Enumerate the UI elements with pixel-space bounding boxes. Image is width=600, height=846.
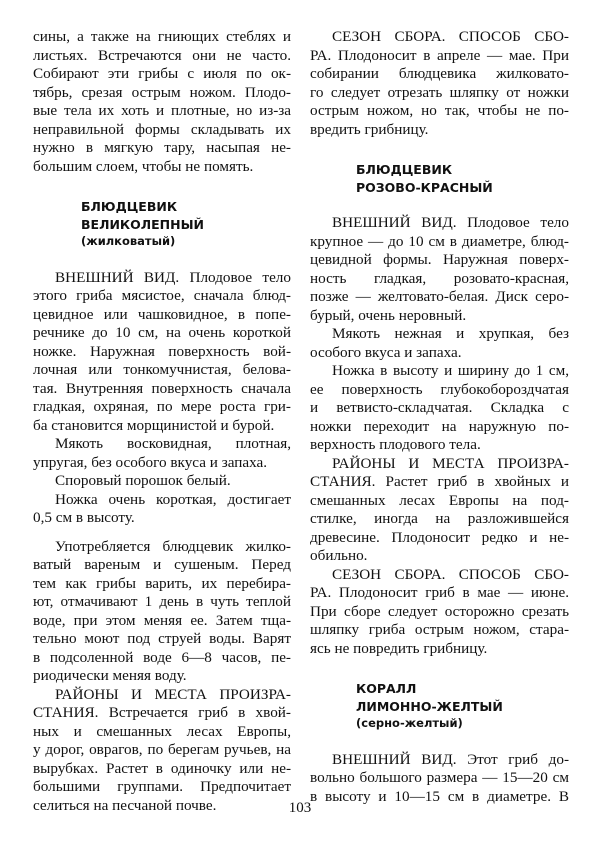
text-line: обильно. [310,547,368,564]
text-line: смешанных лесах Европы на под- [310,491,569,509]
text-line: ность гладкая, розовато-красная, [310,269,569,287]
text-line: ВНЕШНИЙ ВИД. Плодовое тело [332,214,569,231]
text-line: вырубках. Растет в одиночку или не- [33,759,291,777]
text-line: Употребляется блюдцевик жилко- [55,537,291,555]
text-line: и ветвисто-складчатая. Складка с [310,399,569,416]
flesh-paragraph [33,435,291,472]
section-heading-korall-limonno-zhelty [310,680,569,733]
text-line: вредить грибницу. [310,120,429,138]
text-line: ных и смешанных лесах Европы, [33,722,291,740]
text-line: РАЙОНЫ И МЕСТА ПРОИЗРА- [332,454,569,472]
text-line: этого гриба мясистое, сначала блюд- [33,287,291,304]
text-line: нужно в мягкую тару, насыпая не- [33,139,291,156]
text-line: древесине. Плодоносит редко и не- [310,528,569,546]
heading-line: БЛЮДЦЕВИК [356,162,453,177]
text-line: в подсоленной воде 6—8 часов, пе- [33,648,291,666]
heading-line: РОЗОВО-КРАСНЫЙ [356,179,493,195]
heading-subtitle: (серно-желтый) [356,716,463,730]
text-line: ют, отмачивают 1 день в чуть теплой [33,593,291,610]
text-line: крупное — до 10 см в диаметре, блюд- [310,232,569,250]
text-line: ВНЕШНИЙ ВИД. Этот гриб до- [332,750,569,768]
text-line: тем как грибы варить, их перебира- [33,574,291,592]
text-line: верхность плодового тела. [310,436,481,453]
text-line: Споровый порошок белый. [55,472,231,489]
regions-paragraph [310,455,569,566]
regions-paragraph [33,686,291,816]
text-line: листьях. Встречаются они не часто. [33,46,291,64]
heading-line: ЛИМОННО-ЖЕЛТЫЙ [356,698,503,714]
text-line: СТАНИЯ. Встречается гриб в хвой- [33,704,291,721]
text-line: ножке. Наружная поверхность вой- [33,342,291,360]
stem-paragraph [310,362,569,455]
intro-paragraph [33,28,291,176]
text-line: собирании блюдцевика жилковато- [310,65,569,82]
text-line: тябрь, срезая острым ножом. Плодо- [33,83,291,101]
season-paragraph [310,566,569,659]
flesh-paragraph [310,325,569,362]
text-line: упругая, без особого вкуса и запаха. [33,453,268,471]
page-number: 103 [288,800,312,816]
appearance-paragraph [310,214,569,325]
text-line: тельно моют под струей воды. Варят [33,630,291,647]
text-line: риодически меняя воду. [33,667,187,684]
spore-paragraph [33,472,291,491]
text-line: ватый вареным и сушеным. Перед [33,556,291,573]
text-line: шляпку гриба острым ножом, стара- [310,621,569,638]
text-line: большим слоем, чтобы не помять. [33,157,254,175]
text-line: неправильной формы складывать их [33,120,291,138]
text-line: РАЙОНЫ И МЕСТА ПРОИЗРА- [55,685,291,703]
text-line: у дорог, оврагов, по берегам ручьев, на [33,741,291,758]
text-line: Собирают эти грибы с июля по ок- [33,65,291,82]
text-line: лочная или тонкомучнистая, белова- [33,361,291,378]
heading-line: КОРАЛЛ [356,681,417,696]
text-line: острым ножом, но так, чтобы не по- [310,102,569,119]
heading-line: БЛЮДЦЕВИК [81,199,178,214]
section-heading-blyudtsevik-rozovo-krasny [310,161,569,196]
text-line: в высоту и 10—15 см в диаметре. В [310,787,569,805]
text-line: При сборе следует осторожно срезать [310,602,569,620]
text-line: селиться на песчаной почве. [33,796,217,814]
appearance-paragraph-korall [310,751,569,807]
text-line: СЕЗОН СБОРА. СПОСОБ СБО- [332,565,569,583]
text-line: сины, а также на гниющих стеблях и [33,28,291,45]
text-line: ее поверхность глубокобороздчатая [310,380,569,398]
text-line: ВНЕШНИЙ ВИД. Плодовое тело [55,268,291,286]
season-paragraph-top [310,28,569,139]
text-line: го следует отрезать шляпку от ножки [310,83,569,101]
left-column [33,28,291,815]
text-line: Ножка очень короткая, достигает [55,490,291,508]
text-line: Ножка в высоту и ширину до 1 см, [332,362,569,379]
text-line: воде, при этом меняя ее. Затем тща- [33,611,291,629]
section-heading-blyudtsevik-velikolepny [33,198,291,251]
text-line: СЕЗОН СБОРА. СПОСОБ СБО- [332,28,569,45]
stem-paragraph [33,491,291,528]
text-line: позже — желтовато-белая. Диск серо- [310,288,569,305]
text-line: ясь не повредить грибницу. [310,639,488,657]
text-line: цевидной формы. Наружная поверх- [310,251,569,268]
right-column [310,28,569,806]
text-line: РА. Плодоносит в апреле — мае. При [310,46,569,64]
text-line: гладкая, охряная, по мере роста гри- [33,398,291,415]
text-line: вые тела их хоть и плотные, но из-за [33,102,291,119]
text-line: тая. Внутренняя поверхность сначала [33,379,291,397]
heading-line: ВЕЛИКОЛЕПНЫЙ [81,216,205,232]
text-line: вольно большого размера — 15—20 см [310,769,569,786]
appearance-paragraph [33,269,291,436]
text-line: 0,5 см в высоту. [33,509,135,526]
text-line: СТАНИЯ. Растет гриб в хвойных и [310,473,569,490]
text-line: бурый, очень неровный. [310,306,467,324]
usage-paragraph [33,538,291,686]
text-line: РА. Плодоносит гриб в мае — июне. [310,584,569,601]
text-line: ба становится морщинистой и бурой. [33,416,275,434]
text-line: Мякоть восковидная, плотная, [55,435,291,452]
text-line: особого вкуса и запаха. [310,343,462,361]
text-line: ножки переходит на наружную по- [310,417,569,435]
text-line: речнике до 10 см, на очень короткой [33,324,291,341]
text-line: стилке, иногда на разложившейся [310,510,569,527]
heading-subtitle: (жилковатый) [81,234,176,248]
text-line: большими группами. Предпочитает [33,778,291,795]
text-line: цевидное или чашковидное, в попе- [33,305,291,323]
text-line: Мякоть нежная и хрупкая, без [332,325,569,342]
